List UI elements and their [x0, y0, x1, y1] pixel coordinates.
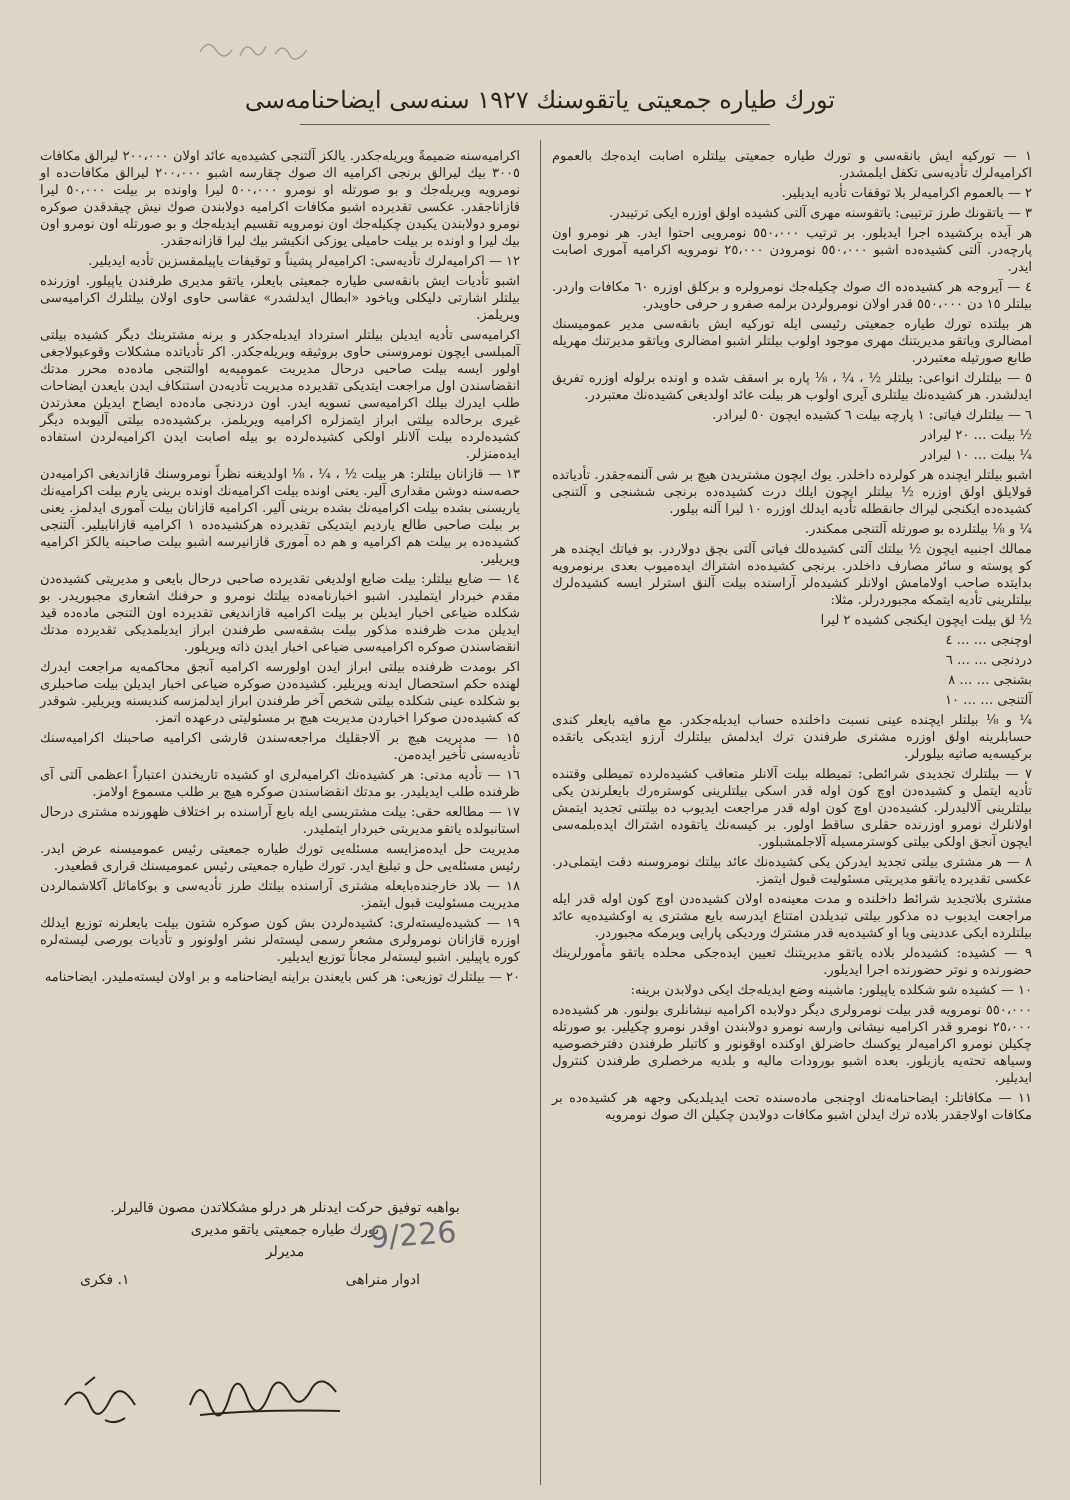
paragraph: ۲ — بالعموم اكرامیه‌لر بلا توقفات تأدیه ایدیلیر.	[781, 186, 1032, 201]
paragraph: ۱۸ — بلاد خارجنده‌بایعله مشتری آراسنده بیلتك طرز تأدیه‌سی و بوكاماثل آكلاشمالردن مدیریت مسئولیت قبول ایتمز.	[40, 879, 520, 911]
paragraph: ۱ — توركیه ایش بانقه‌سی و تورك طیاره جمعیتی بیلتلره اصابت ایده‌جك بالعموم اكرامیه‌لرك تأدیه‌سی تكفل ایلمشدر.	[552, 149, 1032, 181]
paragraph: ٤ — آیروجه هر كشیده‌ده اك صوك چكیله‌جك نومرولره و بركلق اوزره ٦٠ مكافات واردر. بیلتلر ١٥ دن ٥٥٠،٠٠٠ قدر اولان نومرولردن برلمه صفرو ر حرفی حاویدر.	[552, 280, 1032, 312]
directors-label: مدیرلر	[265, 1244, 305, 1260]
archive-number: 9/226	[368, 1215, 458, 1256]
paragraph: اكرامیه‌سنه ضمیمةً ویریله‌جكدر. یالكز آلتنجی كشیده‌یه عائد اولان ٢٠٠،٠٠٠ لیرالق مكافات ٣٠٠٥ بیك لیرالق برنجی اكرامیه اك صوك چقارسه اشبو ٢٠٠،٠٠٠ لیرالق مكافات‌ده او نومرویه ویریله‌جك و بو صورتله او نومرو ٥٠٠،٠٠٠ لیرا واونده بر بیلت ٥٠،٠٠٠ لیرا قازاناجقدر. عكسی تقدیرده اشبو مكافات اكرامیه دولابندن صوك نیش چیقدقدن صوكره نومرو دولابندن یكیدن چكیله‌جك اون نومرویه تقسیم ایدیله‌جك و بو صورتله اون نومرو اون بیك لیرا و اونده بر بیلت حامیلی یوزكی انكیشر بیك لیرا قازانه‌جقدر.	[40, 149, 521, 249]
paragraph: ٥ — بیلتلرك انواعی: بیلتلر ½ ، ¼ ، ⅛ پاره بر اسقف شده و اونده برلوله اوزره تفریق ایدلشدر. هر كشیده‌نك بیلتلری آیری اولوب هر بیلت عائد اولدیغی كشیده‌نك معتبردر.	[552, 371, 1032, 403]
paragraph: بشنجی … … ٨	[948, 673, 1032, 688]
column-divider	[540, 140, 541, 1485]
left-column	[40, 148, 520, 989]
paragraph: ½ لق بیلت ایچون ایكنجی كشیده ٢ لیرا	[820, 613, 1032, 628]
paragraph: ۱٤ — ضایع بیلتلر: بیلت ضایع اولدیغی تقدیرده صاحبی درحال بایعی و مدیریتی كشیده‌دن مقدم خبردار ایتملیدر. اشبو اخبارنامه‌ده بیلتك نومرو و حرفنك اشعاری مجبوریدر. بو شكلده ضیاعی اخبار ایدیلن بر بیلت اكرامیه قازاندیغی تقدیرده اون التنجی ماده‌ده قید ایدیلن مدت ظرفنده مذكور بیلت بشقه‌سی طرفندن ابراز ایدیلمدیكی تقدیرده مدتك انقضاسندن صوكره اكرامیه‌سی ضیاعی اخبار ایدن ذاته ویریلور.	[40, 572, 520, 655]
director-name-right: ادوار منراهی	[345, 1272, 420, 1288]
right-column	[552, 148, 1032, 1127]
directorate-line: تورك طیاره جمعیتی یاتقو مدیری	[190, 1222, 380, 1238]
paragraph: ۱۳ — قازانان بیلتلر: هر بیلت ½ ، ¼ ، ⅛ اولدیغنه نظراً نومروسنك قازاندیغی اكرامیه‌دن حصه‌سنه دوشن مقداری آلیر. یعنی اونده بیلت اكرامیه‌نك اونده برینی یارم بیلت اكرامیه‌نك یاریسنی بشده بیلت اكرامیه‌نك بشده برینی آلیر. اكرامیه قازانان بیلت آموری ایدلمز. یعنی بر بیلت صاحبی طالع یاردیم ایتدیكی تقدیرده هركشیده‌ده ١ اكرامیه قازانابیلیر. آلتنجی كشیده‌ده بر بیلت هم اكرامیه و هم ده آموری قازانیرسه اشبو بیلت صاحبنه یالكز اكرامیه ویریلیر.	[40, 467, 521, 567]
paragraph: آلتنجی … … ١٠	[944, 693, 1032, 708]
paragraph: اشبو تأدیات ایش بانقه‌سی طیاره جمعیتی بایعلر، یاتقو مدیری طرفندن یاپیلور. اوزرنده بیلتلر اشارتی دلیكلی ویاخود «ابطال ایدلشدر» عقاسی حاوی اولان بیلتلرك اكرامیه‌سی ویریلمز.	[40, 274, 520, 323]
document-title: تورك طیاره جمعیتی یاتقوسنك ۱۹۲۷ سنه‌سی ایضاحنامه‌سی	[244, 86, 836, 114]
signature-right	[180, 1345, 360, 1435]
paragraph: ¼ بیلت … ١٠ لیرادر	[920, 448, 1032, 463]
paragraph: ½ بیلت … ٢٠ لیرادر	[920, 428, 1032, 443]
paragraph: ۳ — یاتقونك طرز ترتیبی: یاتقوسنه مهری آلتی كشیده اولق اوزره ایكی ترتیبدر.	[609, 206, 1032, 221]
paragraph: اشبو بیلتلر ایچنده هر كولرده داخلدر. یوك ایچون مشتریدن هیچ بر شی آلنمه‌جقدر. تأدیاتده قولایلق اولق اوزره ½ بیلتلر ایچون ایلك درت كشیده‌ده برنجی ششنجی و آلتنجی كشیده‌ده ایكنجی لیراك جانقطله تأدیه ایدلك اوزره ١٠ لیرا آلنه بیلور.	[552, 468, 1032, 517]
paragraph: اوچنجی … … ٤	[945, 633, 1032, 648]
paragraph: ۸ — هر مشتری بیلتی تجدید ایدرکن یكی كشیده‌نك عائد بیلتك نومروسنه دقت ایتملی‌در. عكسی تقدیرده یاتقو مدیریتی مسئولیت قبول ایتمز.	[552, 855, 1032, 887]
paragraph: ٥٥٠،٠٠٠ نومرویه قدر بیلت نومرولری دیگر دولابده اكرامیه نیشانلری بولنور. هر كشیده‌ده ٢٥،٠٠٠ نومرو قدر اكرامیه نیشانی وارسه نومرو دولابندن اوقدر نومرو چكیلیر. بو صورتله چكیلن نومرو اكرامیه‌لر یوكسك حاضرلق اوكنده اوقونور و كاتبلر طرفندن دفترخصوصیه وسیاهه تحته‌یه یازیلور. بعده اشبو بورودات مالیه و بلدیه مرخصلری طرفندن كنترول ایدیلیر.	[552, 1003, 1032, 1086]
title-underline	[300, 124, 770, 125]
paragraph: ۱۰ — كشیده شو شكلده یاپیلور: ماشینه وضع ایدیله‌جك ایكی دولابدن برینه:	[630, 983, 1032, 998]
paragraph: هر بیلتده تورك طیاره جمعیتی رئیسی ایله توركیه ایش بانقه‌سی مدیر عمومیسنك امضالری ویاتقو مدیریتنك مهری موجود اولوب بیلتلر اشبو امضالری ویاتقو مدیرتنك مهریله طابع صورتیله معتبردر.	[552, 317, 1032, 366]
paragraph: ۱٥ — مدیریت هیچ بر آلاجقلیك مراجعه‌سندن قارشی اكرامیه صاحبنك اكرامیه‌سنك تأدیه‌سنی تأخیر ایده‌من.	[40, 731, 520, 763]
paragraph: دردنجی … … ٦	[945, 653, 1032, 668]
paragraph: ۱٦ — تأدیه مدتی: هر كشیده‌نك اكرامیه‌لری او كشیده تاریخندن اعتباراً اعظمی آلتی آی ظرفنده طلب ایدیلیدر. بو مدتك انقضاسندن صوكره هیچ بر طلب مسموع اولامز.	[40, 768, 520, 800]
paragraph: ممالك اجنبیه ایچون ½ بیلتك آلتی كشیده‌لك فیاتی آلتی بچق دولاردر. بو فیاتك ایچنده هر كو پوسته و سائر مصارف داخلدر. برنجی كشیده‌ده اشتراك ایده‌میوب بعدی برنومرویه بدایتده صاحب اولامامش اولانلر كشیده‌لر آراسنده بیلت آلنق استرلر ایسه كشیده‌لرك بیلتلرینی تأدیه ایتمكه مجبوردرلر. مثلا:	[552, 542, 1032, 608]
paragraph: ۲۰ — بیلتلرك توزیعی: هر كس بایعندن براینه ایضاحنامه و بر اولان لیسته‌ملیدر. ایضاحنامه	[44, 970, 520, 985]
paragraph: اكرامیه‌سی تأدیه ایدیلن بیلتلر استرداد ایدیله‌جكدر و برنه مشترینك دیگر كشیده بیلتی آلمبلسی ایچون نومروسنی حاوی بروثیقه ویریله‌جكدر. اكر تأدیاتده مشكلات وقوعبولاجغی اولور ایسه بیلت صاحبی درحال مدیریت عمومیه‌یه اوالتنجی ماده‌ده محرر مدتك انقضاسندن اول مراجعت ایتدیكی تقدیرده مدیریت تأدیه‌دن استنكاف ایدن بایعدن ایضاحات طلب ایدرك بیلك اكرامیه‌سی تسویه ایدر. اون دردنجی ماده‌ده ایضاح ایدیلن معذرتدن غیری برحالده بیلتی ابراز ایتمزلره اكرامیه ویریلمز. بركشیده‌ده بیلتی آلیوبده دیگر كشیده‌لرده بیلت آلانلر اولكی كشیده‌لرده بو بیله اصابت ایدن اكرامیه‌لردن استفاده ایده‌منزلر.	[40, 328, 520, 462]
paragraph: مدیریت حل ایده‌مزایسه مسئله‌یی تورك طیاره جمعیتی رئیس عمومیسنه عرض ایدر. رئیس مسئله‌یی حل و تبلیغ ایدر. تورك طیاره جمعیتی رئیس عمومیسنك قراری قطعیدر.	[40, 842, 520, 874]
pencil-scribble	[195, 32, 315, 64]
paragraph: ¼ و ⅛ بیلتلر ایچنده عینی نسبت داخلنده حساب ایدیله‌جكدر. مع مافیه بایعلر كندی حسابلرینه اولق اوزره مشتری طرفندن ترك ایدلمش بیلتلرك آرزو ایتدیكی یاتقده بركیسه‌یه صاتیه بیلورلر.	[552, 713, 1032, 762]
paragraph: اكر بومدت ظرفنده بیلتی ابراز ایدن اولورسه اكرامیه آنجق محاكمه‌یه مراجعت ایدرك لهنده حكم استحصال ایدنه ویریلیر. كشیده‌دن صوكره ضیاعی اخبار ایدیلن بیلت صاحبلری بو شكلده عینی شكلده بیلتی شخص آخر طرفندن ابراز ایدلمزسه كندیسنه ویریلیر. شوقدر كه كشیده‌دن صوكرا اخباردن مدیریت هیچ بر مسئولیتی درعهده اتمز.	[40, 660, 520, 726]
paragraph: ¼ و ⅛ بیلتلرده بو صورتله آلتنجی ممكندر.	[805, 522, 1032, 537]
paragraph: ۱۲ — اكرامیه‌لرك تأدیه‌سی: اكرامیه‌لر پشیناً و توقیفات یاپیلمقسزین تأدیه ایدیلیر.	[88, 254, 520, 269]
signature-left	[55, 1365, 145, 1435]
paragraph: ۱۱ — مكافاتلر: ایضاحنامه‌نك اوچنجی ماده‌سنده تحت ایدیلدیكی وجهه هر كشیده‌ده بر مكافات اولاجقدر بلاده ترك ایدلن اشبو مكافات دولابدن چكیلن اك صوك نومرویه	[552, 1091, 1032, 1123]
paragraph: ۷ — بیلتلرك تجدیدی شرائطی: تمیطله بیلت آلانلر متعاقب كشیده‌لرده تمیطلی وقتنده تأدیه ایتمل و كشیده‌دن اوچ كون اوله قدر اسكی بیلتلرینی كوستره‌رك بایعلرندن یكی بیلتلرینی آلالیدرلر. كشیده‌دن اوچ كون اوله قدر مراجعت ایدیوب ده بیلتنی تجدید ایتمش اولانلرك نومرو اوزرنده حقلری ساقط اولور. بر كیسه‌نك یاتقوده اشتراك ایده‌بلمه‌سی ایچون آنجق اولكی بیلتی كوسترمسیله آلاجلمشبلور.	[552, 767, 1032, 850]
paragraph: ۱۷ — مطالعه حقی: بیلت مشتریسی ایله بایع آراسنده بر اختلاف ظهورنده مشتری درحال استانبولده یاتقو مدیریتی خبردار ایتملیدر.	[40, 805, 520, 837]
paragraph: ۱۹ — كشیده‌لیسته‌لری: كشیده‌لردن بش كون صوكره شتون بیلت بایعلرنه توزیع ایدلك اوزره قازانان نومرولری مشعر رسمی لیسته‌لر نشر اولونور و تأدیات بورصی لیسته‌لره كوره یاپیلیر. اشبو لیسته‌لر مجاناً توزیع ایدیلیر.	[40, 916, 520, 965]
director-name-left: ١. فكری	[80, 1272, 130, 1288]
paragraph: هر آیده بركشیده اجرا ایدیلور. بر ترتیب ٥٥٠،٠٠٠ نومرویی احتوا ایدر. هر نومرو اون پارچه‌در. آلتی كشیده‌ده اشبو ٥٥٠،٠٠٠ نومرودن ٢٥،٠٠٠ نومرویه اكرامیه آموری اصابت ایدر.	[552, 226, 1032, 275]
paragraph: مشتری بلاتجدید شرائط داخلنده و مدت معینه‌ده اولان كشیده‌دن اوچ كون اوله قدر ایله مراجعت ایدیوب ده مذكور بیلتی تبدیلدن امتناع ایدرسه بایع مشتری یه اوكشیده‌یه عائد بیلتلرده ایكی عددینی ویا او كشیده‌یه قدر مشترك وردیكی پارایی ویرمكه مجبوردر.	[552, 892, 1032, 941]
paragraph: ۹ — كشیده: كشیده‌لر بلاده یاتقو مدیریتنك تعیین ایده‌جكی محلده یاتقو مأمورلرینك حضورنده و نوتر حضورنده اجرا ایدیلور.	[552, 946, 1032, 978]
closing-note: بواهبه توفیق حركت ایدنلر هر درلو مشكلاتدن مصون قالیرلر.	[110, 1200, 460, 1216]
paragraph: ٦ — بیلتلرك فیاتی: ١ پارچه بیلت ٦ كشیده ایچون ٥٠ لیرادر.	[712, 408, 1032, 423]
